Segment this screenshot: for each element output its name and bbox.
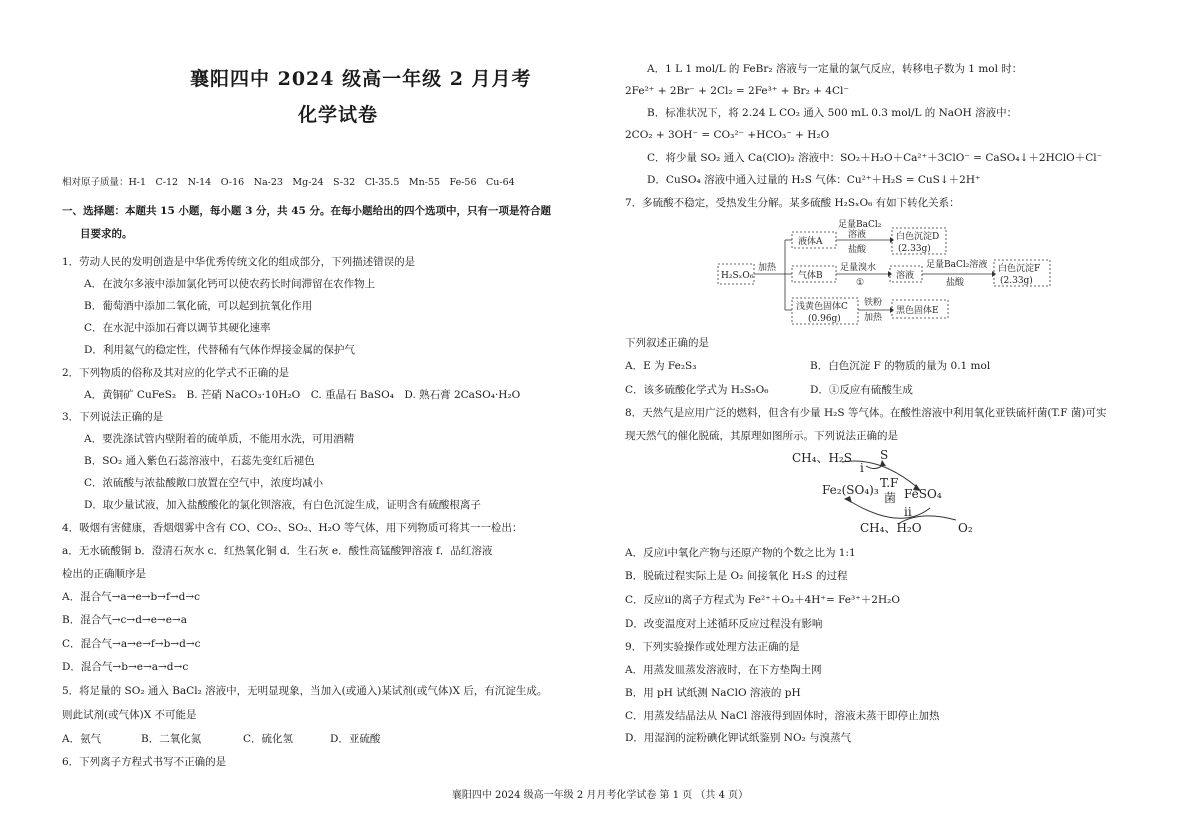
q5-stem-cont: 则此试剂(或气体)X 不可能是	[62, 709, 197, 721]
q5-stem: 5．将足量的 SO₂ 通入 BaCl₂ 溶液中，无明显现象，当加入(或通入)某试剂(或气体)X 后，有沉淀生成。	[62, 685, 548, 697]
q1-option-b: B．葡萄酒中添加二氧化硫，可以起到抗氧化作用	[84, 300, 313, 312]
q9-option-b: B．用 pH 试纸测 NaClO 溶液的 pH	[625, 687, 801, 699]
q9-option-a: A．用蒸发皿蒸发溶液时，在下方垫陶土网	[625, 664, 822, 676]
q7-hcl-top: 盐酸	[848, 245, 867, 255]
q8-input-ch4-h2s: CH₄、H₂S	[792, 451, 852, 465]
q4-option-a: A．混合气→a→e→b→f→d→c	[62, 591, 201, 603]
section-heading-cont: 目要求的。	[80, 228, 133, 240]
q8-o2: O₂	[958, 521, 973, 535]
q7-option-a: A．E 为 Fe₂S₃	[625, 360, 697, 372]
q4-reagents: a．无水硫酸铜 b．澄清石灰水 c．红热氧化铜 d．生石灰 e．酸性高锰酸钾溶液 f．品红溶液	[62, 545, 493, 557]
q6-option-a: A．1 L 1 mol/L 的 FeBr₂ 溶液与一定量的氯气反应，转移电子数为 1 mol 时：	[647, 63, 1023, 75]
q9-stem: 9．下列实验操作或处理方法正确的是	[625, 641, 800, 653]
q8-stem: 8．天然气是应用广泛的燃料，但含有少量 H₂S 等气体。在酸性溶液中利用氧化亚铁硫杆菌(T.F 菌)可实	[625, 407, 1107, 419]
section-heading: 一、选择题：本题共 15 小题，每小题 3 分，共 45 分。在每小题给出的四个选项中，只有一项是符合题	[62, 205, 551, 217]
q8-option-b: B．脱硫过程实际上是 O₂ 间接氧化 H₂S 的过程	[625, 570, 848, 582]
q8-stem-cont: 现天然气的催化脱硫，其原理如图所示。下列说法正确的是	[625, 430, 898, 442]
q8-option-a: A．反应i中氧化产物与还原产物的个数之比为 1:1	[625, 547, 856, 559]
q1-option-c: C．在水泥中添加石膏以调节其硬化速率	[84, 322, 271, 334]
q8-feso4: FeSO₄	[904, 487, 942, 501]
exam-subtitle: 化学试卷	[298, 104, 379, 126]
q7-gas-b: 气体B	[798, 271, 823, 281]
q8-tf: T.F	[880, 476, 899, 490]
page-footer: 襄阳四中 2024 级高一年级 2 月月考化学试卷 第 1 页 （共 4 页）	[451, 790, 749, 801]
q7-solution: 溶液	[896, 271, 915, 281]
q7-flow-diagram	[710, 214, 1090, 326]
q8-product-s: S	[880, 448, 889, 462]
q8-option-d: D．改变温度对上述循环反应过程没有影响	[625, 618, 823, 630]
q6-option-b-eq: 2CO₂ + 3OH⁻ = CO₃²⁻ +HCO₃⁻ + H₂O	[625, 129, 830, 141]
q4-ask: 检出的正确顺序是	[62, 568, 146, 580]
q8-fe2so43: Fe₂(SO₄)₃	[822, 483, 879, 497]
q2-stem: 2．下列物质的俗称及其对应的化学式不正确的是	[62, 367, 290, 379]
q3-option-d: D．取少量试液，加入盐酸酸化的氯化钡溶液，有白色沉淀生成，证明含有硫酸根离子	[84, 499, 481, 511]
q5-option-c: C．硫化氢	[243, 733, 294, 745]
q7-solid-c-mass: (0.96g)	[808, 314, 841, 324]
q1-stem: 1．劳动人民的发明创造是中华优秀传统文化的组成部分，下列描述错误的是	[62, 256, 416, 268]
q7-solid-c: 浅黄色固体C	[796, 302, 848, 312]
q7-step-1: ①	[856, 278, 865, 288]
q5-option-a: A．氨气	[62, 733, 102, 745]
q7-ppt-f: 白色沉淀F	[998, 264, 1041, 274]
q6-option-c: C．将少量 SO₂ 通入 Ca(ClO)₂ 溶液中：SO₂＋H₂O＋Ca²⁺＋3ClO⁻ = CaSO₄↓＋2HClO＋Cl⁻	[647, 152, 1103, 164]
q7-ppt-d: 白色沉淀D	[896, 232, 940, 242]
q1-option-d: D．利用氦气的稳定性，代替稀有气体作焊接金属的保护气	[84, 344, 355, 356]
q4-option-d: D．混合气→b→e→a→d→c	[62, 661, 189, 673]
q3-stem: 3．下列说法正确的是	[62, 411, 164, 423]
q7-solid-e: 黑色固体E	[896, 306, 939, 316]
q7-bromine: 足量溴水	[840, 263, 877, 273]
q7-heat2: 加热	[864, 313, 883, 323]
q7-ask: 下列叙述正确的是	[625, 337, 709, 349]
q2-options: A．黄铜矿 CuFeS₂ B. 芒硝 NaCO₃·10H₂O C. 重晶石 BaSO₄ D. 熟石膏 2CaSO₄·H₂O	[84, 389, 521, 401]
q5-option-b: B．二氧化氮	[141, 733, 202, 745]
q6-option-a-eq: 2Fe²⁺ + 2Br⁻ + 2Cl₂ = 2Fe³⁺ + Br₂ + 4Cl⁻	[625, 85, 849, 97]
q7-bacl2-top: 足量BaCl₂	[838, 220, 882, 230]
q4-option-b: B．混合气→c→d→e→e→a	[62, 614, 187, 626]
q7-option-d: D．①反应有硫酸生成	[810, 384, 913, 396]
q8-option-c: C．反应ii的离子方程式为 Fe²⁺＋O₂＋4H⁺= Fe³⁺＋2H₂O	[625, 594, 900, 606]
q3-option-a: A．要洗涤试管内壁附着的硫单质，不能用水洗，可用酒精	[84, 433, 355, 445]
q5-option-d: D．亚硫酸	[330, 733, 381, 745]
q9-option-c: C．用蒸发结晶法从 NaCl 溶液得到固体时，溶液未蒸干即停止加热	[625, 710, 940, 722]
q1-option-a: A．在波尔多液中添加氯化钙可以使农药长时间滞留在农作物上	[84, 278, 376, 290]
q9-option-d: D．用湿润的淀粉碘化钾试纸鉴别 NO₂ 与溴蒸气	[625, 732, 852, 744]
q6-option-b: B．标准状况下，将 2.24 L CO₂ 通入 500 mL 0.3 mol/L 的 NaOH 溶液中：	[647, 107, 1018, 119]
q3-option-b: B．SO₂ 通入紫色石蕊溶液中，石蕊先变红后褪色	[84, 455, 315, 467]
q7-ppt-f-mass: (2.33g)	[1000, 276, 1033, 286]
q8-label-i: i	[860, 461, 864, 475]
exam-title: 襄阳四中 2024 级高一年级 2 月月考	[190, 68, 532, 90]
q8-label-ii: ii	[904, 505, 912, 519]
q8-bacteria: 菌	[884, 491, 897, 505]
q7-bacl2-top-sol: 溶液	[848, 230, 867, 240]
q7-ppt-d-mass: (2.33g)	[898, 244, 931, 254]
atomic-masses: 相对原子质量：H-1 C-12 N-14 O-16 Na-23 Mg-24 S-32 Cl-35.5 Mn-55 Fe-56 Cu-64	[62, 177, 515, 188]
q6-stem: 6．下列离子方程式书写不正确的是	[62, 756, 227, 768]
q8-output-ch4-h2o: CH₄、H₂O	[860, 521, 922, 535]
q7-option-c: C．该多硫酸化学式为 H₂S₅O₆	[625, 384, 769, 396]
q8-cycle-diagram	[780, 446, 1000, 538]
q7-start-label: H₂SₓO₆	[721, 271, 754, 281]
q6-option-d: D．CuSO₄ 溶液中通入过量的 H₂S 气体：Cu²⁺＋H₂S = CuS↓＋2H⁺	[647, 174, 981, 186]
q3-option-c: C．浓硫酸与浓盐酸敞口放置在空气中，浓度均减小	[84, 477, 324, 489]
q7-bacl2-mid: 足量BaCl₂溶液	[926, 260, 988, 270]
q7-heat-label: 加热	[758, 263, 777, 273]
q4-stem: 4．吸烟有害健康，香烟烟雾中含有 CO、CO₂、SO₂、H₂O 等气体，用下列物质可将其一一检出：	[62, 522, 523, 534]
q7-liquid-a: 液体A	[798, 237, 823, 247]
q7-stem: 7．多硫酸不稳定，受热发生分解。某多硫酸 H₂SₓO₆ 有如下转化关系：	[625, 197, 960, 209]
q7-iron: 铁粉	[864, 298, 883, 308]
q7-option-b: B．白色沉淀 F 的物质的量为 0.1 mol	[810, 360, 991, 372]
q4-option-c: C．混合气→a→e→f→b→d→c	[62, 638, 201, 650]
q7-hcl-mid: 盐酸	[946, 278, 965, 288]
